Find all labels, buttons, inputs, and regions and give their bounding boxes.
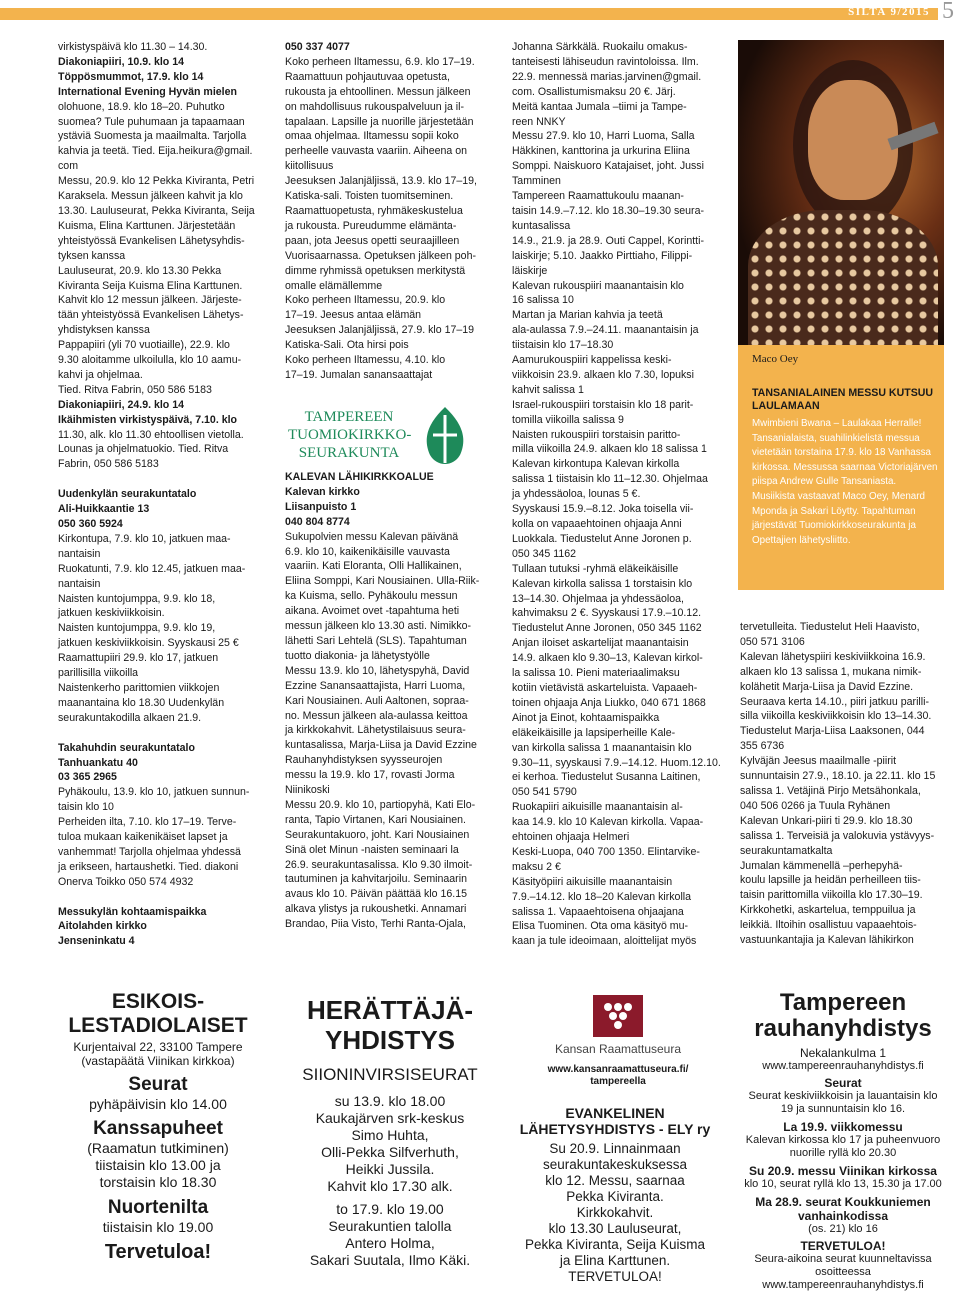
text-line: Messu 27.9. klo 10, Harri Luoma, Salla xyxy=(512,130,695,143)
text-line: tomilla viikoilla salissa 9 xyxy=(512,413,624,426)
text-line: jatkuen keskiviikkoisin. xyxy=(58,607,165,620)
kansan-raamattuseura-ad: Kansan Raamattuseura www.kansanraamattuseura.fi/ tampereella xyxy=(522,995,714,1090)
text-line: 050 337 4077 xyxy=(285,41,350,53)
text-line: Kalevan kirkolla salissa 1 torstaisin klo xyxy=(512,577,693,590)
text-line: 22.9. mennessä marias.jarvinen@gmail. xyxy=(512,70,702,83)
text-line: Sukupolvien messu Kalevan päivänä xyxy=(285,530,459,543)
text-line: KALEVAN LÄHIKIRKKOALUE xyxy=(285,471,434,483)
column-4 xyxy=(740,620,945,948)
text-line: van kirkolla salissa 1 maanantaisin klo xyxy=(512,741,692,754)
text-line: ranta, Tapio Virtanen, Kari Nousiainen. xyxy=(285,813,466,826)
text-line: Koko perheen Iltamessu, 20.9. klo xyxy=(285,294,446,307)
text-line: taisin klo 10 xyxy=(58,801,114,814)
text-line: tuloa mukaan kaikenikäiset lapset ja xyxy=(58,831,228,844)
text-line: ei kerhoa. Tiedustelut Susanna Laitinen, xyxy=(512,771,701,784)
church-emblem-icon xyxy=(415,405,475,470)
text-line: Johanna Särkkälä. Ruokailu omakus- xyxy=(512,41,688,53)
text-line: 11.30, alk. klo 11.30 ehtoollisen vietolla. xyxy=(58,428,244,441)
column-2-kaleva xyxy=(285,470,495,932)
text-line: Kirkkohetki, askartelua, temppuilua ja xyxy=(740,904,916,917)
text-line: Ali-Huikkaantie 13 xyxy=(58,503,150,516)
header-bar xyxy=(0,8,938,20)
text-line: on mahdollisuus rukouspalveluun ja il- xyxy=(285,100,465,113)
text-line: salissa 1. Terveisiä ja valokuvia ystävyys- xyxy=(740,829,935,842)
text-line: Karaksela. Messun jälkeen kahvit ja klo xyxy=(58,190,243,203)
text-line: Jenseninkatu 4 xyxy=(58,935,135,948)
text-line: vanhemmat! Tarjolla ohjelmaa yhdessä xyxy=(58,845,241,858)
text-line: 13.30. Lauluseurat, Pekka Kiviranta, Seija xyxy=(58,204,255,217)
text-line: taisin 14.9.–7.12. klo 18.30–19.30 seura- xyxy=(512,204,705,217)
text-line: Töppösmummot, 17.9. klo 14 xyxy=(58,70,204,83)
text-line: Anjan iloiset askartelijat maanantaisin xyxy=(512,637,689,650)
text-line: Katiska-Sali. Ota hirsi pois xyxy=(285,339,409,352)
text-line: Rauhanyhdistyksen syysseurojen xyxy=(285,754,443,767)
text-line: Ruokatunti, 7.9. klo 12.45, jatkuen maa- xyxy=(58,562,246,575)
text-line: toinen ohjaaja Anja Liukko, 040 671 1868 xyxy=(512,696,706,709)
text-line: no. Messun jälkeen ala-aulassa keittoa xyxy=(285,709,468,722)
text-line: Kalevan kirkko xyxy=(285,485,360,498)
text-line: Fabrin, 050 586 5183 xyxy=(58,458,159,471)
kansan-raamattuseura-link[interactable]: www.kansanraamattuseura.fi/ tampereella xyxy=(547,1064,689,1087)
text-line: International Evening Hyvän mielen xyxy=(58,85,237,98)
text-line: parillisilla viikoilla xyxy=(58,667,139,680)
text-line: Häkkinen, kanttorina ja urkurina Eliina xyxy=(512,145,690,158)
text-line: 14.9. alkaen klo 9.30–13, Kalevan kirkol- xyxy=(512,652,703,665)
text-line: 14.9., 21.9. ja 28.9. Outi Cappel, Korintti- xyxy=(512,234,704,247)
text-line: ja erikseen, hartaushetki. Tied. diakoni xyxy=(58,860,239,873)
text-line: Onerva Toikko 050 574 4932 xyxy=(58,875,194,888)
text-line: kahvia ja teetä. Tied. Eija.heikura@gmail. xyxy=(58,145,253,158)
text-line: Israel-rukouspiiri torstaisin klo 18 parit- xyxy=(512,398,694,411)
text-line: Katiska-sali. Toisten tuomitseminen. xyxy=(285,190,454,203)
info-box-title: TANSANIALAINEN MESSU KUTSUU LAULAMAAN xyxy=(752,387,934,412)
text-line: ka Kuisma, sello. Pyhäkoulu messun xyxy=(285,590,458,603)
text-line: 17–19. Jeesus antaa elämän xyxy=(285,309,422,322)
text-line: Kahvit klo 12 messun jälkeen. Järjeste- xyxy=(58,294,242,307)
text-line: avaus klo 10. Päivän päättää klo 16.15 xyxy=(285,888,467,901)
text-line: 355 6736 xyxy=(740,740,785,753)
text-line: paan, jota Jeesus opetti seuraajilleen xyxy=(285,234,460,247)
text-line: aikana. Avoimet ovet -tapahtuma heti xyxy=(285,605,460,618)
text-line: vaariin. Kati Eloranta, Olli Hallikainen, xyxy=(285,560,462,573)
text-line: Kuisma, Elina Karttunen. Järjestetään xyxy=(58,219,236,232)
text-line: dimme ryhmissä opetuksen merkitystä xyxy=(285,264,466,277)
text-line xyxy=(58,472,258,487)
text-line: ystäviä Suomesta ja maailmalta. Tarjolla xyxy=(58,130,247,143)
text-line: ala-aulassa 7.9.–24.11. maanantaisin ja xyxy=(512,324,699,337)
text-line: leikkiä. Iltoihin osallistuu vapaaehtois- xyxy=(740,919,917,932)
tanzania-mass-info-box xyxy=(738,345,944,590)
text-line: la salissa 10. Pieni materiaalimaksu xyxy=(512,667,680,680)
text-line: 13–14.30. Ohjelmaa ja yhdessäoloa, xyxy=(512,592,684,605)
photo-caption: Maco Oey xyxy=(752,353,799,365)
text-line: Brandao, Piia Visto, Terhi Ranta-Ojala, xyxy=(285,918,466,931)
text-line: Diakoniapiiri, 10.9. klo 14 xyxy=(58,55,185,68)
esikoislestadiolaiset-ad: ESIKOIS- LESTADIOLAISET Kurjentaival 22, 33100 Tampere (vastapäätä Viinikan kirkkoa) Seurat pyhäpäivisin klo 14.00 Kanssapuheet (Raamatun tutkiminen) tiistaisin klo 13.00 ja torstaisin klo 18.30 Nuortenilta tiistaisin klo 19.00 Tervetuloa! xyxy=(58,990,258,1290)
text-line: Martan ja Marian kahvia ja teetä xyxy=(512,309,663,322)
text-line: Tiedustelut Anne Joronen, 050 345 1162 xyxy=(512,622,702,635)
text-line: Tampereen Raamattukoulu maanan- xyxy=(512,190,684,203)
text-line: Käsityöpiiri aikuisille maanantaisin xyxy=(512,875,673,888)
text-line: Kalevan kirkontupa Kalevan kirkolla xyxy=(512,458,680,471)
text-line: kuntasalissa xyxy=(512,219,571,232)
text-line: Keski-Luopa, 040 700 1350. Elintarvike- xyxy=(512,845,700,858)
text-line: Pyhäkoulu, 13.9. klo 10, jatkuen sunnun- xyxy=(58,786,250,799)
text-line: 16 salissa 10 xyxy=(512,294,574,307)
evankelinen-lahetysyhdistys-ad: EVANKELINEN LÄHETYSYHDISTYS - ELY ry Su 20.9. Linnainmaan seurakuntakeskuksessa klo 12. Messu, saarnaa Pekka Kiviranta. Kirkkokahvit. klo 13.30 Lauluseurat, Pekka Kiviranta, Seija Kuisma ja Elina Karttunen. TERVETULOA! xyxy=(515,1105,715,1290)
text-line: perheelle vauvasta vaariin. Aiheena on xyxy=(285,145,467,158)
text-line: maanantaina klo 18.30 Uudenkylän xyxy=(58,696,225,709)
text-line: kaa 14.9. klo 10 Kalevan kirkolla. Vapaa- xyxy=(512,816,704,829)
text-line: yhdistyksen kanssa xyxy=(58,324,150,337)
text-line: Seuraava kerta 14.10., piiri jatkuu parilli- xyxy=(740,695,930,708)
musician-photo xyxy=(738,40,944,345)
text-line: Naisten kuntojumppa, 9.9. klo 18, xyxy=(58,592,216,605)
text-line: tuotto diakonia- ja lähetystyölle xyxy=(285,649,430,662)
text-line: Koko perheen Iltamessu, 4.10. klo xyxy=(285,354,446,367)
text-line: kuntasalissa, Marja-Liisa ja David Ezzine xyxy=(285,739,477,752)
text-line: Naisten rukouspiiri torstaisin paritto- xyxy=(512,428,681,441)
text-line: Ezzine Sanansaattajista, Harri Luoma, xyxy=(285,679,466,692)
text-line: 7.9.–14.12. klo 18–20 Kalevan kirkolla xyxy=(512,890,692,903)
text-line: Uudenkylän seurakuntatalo xyxy=(58,488,197,501)
text-line: lähetti Sari Lehtelä (SLS). Tapahtuman xyxy=(285,634,467,647)
text-line: kolähetit Marja-Liisa ja David Ezzine. xyxy=(740,680,914,693)
text-line: kaan ja tule ideoimaan, aloittelijat myös xyxy=(512,935,697,948)
text-line: taisin parittomilla viikoilla klo 17.30–19. xyxy=(740,889,923,902)
herattajayhdistys-ad: HERÄTTÄJÄ- YHDISTYS SIIONINVIRSISEURAT su 13.9. klo 18.00 Kaukajärven srk-keskus Simo Huhta, Olli-Pekka Silfverhuth, Heikki Jussila. Kahvit klo 17.30 alk. to 17.9. klo 19.00 Seurakuntien talolla Antero Holma, Sakari Suutala, Ilmo Käki. xyxy=(290,995,490,1295)
column-3 xyxy=(512,40,722,949)
text-line: Raamattupiiri 29.9. klo 17, jatkuen xyxy=(58,652,219,665)
text-line: maksu 2 € xyxy=(512,860,561,873)
text-line: Seurakuntakuoro, joht. Kari Nousiainen xyxy=(285,828,470,841)
text-line: tanteisesti lähiseudun ravintoloissa. Ilm. xyxy=(512,55,699,68)
text-line: Ikäihmisten virkistyspäivä, 7.10. klo xyxy=(58,413,238,426)
text-line: alkava ylistys ja rukoushetki. Annamari xyxy=(285,903,467,916)
text-line: kahvit salissa 1 xyxy=(512,383,584,396)
text-line: 050 360 5924 xyxy=(58,518,123,530)
text-line: milla viikoilla 24.9. alkaen klo 18 salissa 1 xyxy=(512,443,707,456)
rauhanyhdistys-ad: Tampereen rauhanyhdistys Nekalankulma 1 www.tampereenrauhanyhdistys.fi Seurat Seurat keskiviikkoisin ja lauantaisin klo 19 ja sunnuntaisin klo 16. La 19.9. viikkomessu Kalevan kirkossa klo 17 ja puheenvuoro nuorille ryllä klo 20.30 Su 20.9. messu Viinikan kirkossa klo 10, seurat ryllä klo 13, 15.30 ja 17.00 Ma 28.9. seurat Koukkuniemen vanhainkodissa (os. 21) klo 16 TERVETULOA! Seura-aikoina seurat kuunneltavissa osoitteessa www.tampereenrauhanyhdistys.fi xyxy=(740,990,946,1290)
info-box-body: Mwimbieni Bwana – Laulakaa Herralle! Tansanialaista, suahilinkielistä messua vietetään torstaina 17.9. klo 18 Vanhassa kirkossa. Messussa saarnaa Victoriajärven piispa Andrew Gulle Tansaniasta. Musiikista vastaavat Maco Oey, Menard Mponda ja Sakari Löytty. Tapahtuman järjestävät Tuomiokirkkoseurakunta ja Opettajien lähetysliitto. xyxy=(752,418,938,546)
text-line: olohuone, 18.9. klo 18–20. Puhutko xyxy=(58,100,225,113)
text-line: Messu, 20.9. klo 12 Pekka Kiviranta, Petri xyxy=(58,175,255,188)
text-line: rukousta ja ehtoollinen. Messun jälkeen xyxy=(285,85,471,98)
text-line: ehtoinen ohjaaja Helmeri xyxy=(512,831,630,844)
text-line: Koko perheen Iltamessu, 6.9. klo 17–19. xyxy=(285,55,475,68)
text-line: tään yhteistyössä Evankelisen Lähetys- xyxy=(58,309,244,322)
text-line: omaa ohjelmaa. Iltamessu sopii koko xyxy=(285,130,459,143)
text-line: ja kirkkokahvit. Lähetystilaisuus seura- xyxy=(285,724,466,737)
text-line: Jumalan kämmenellä –perhepyhä- xyxy=(740,859,903,872)
text-line: läiskirje xyxy=(512,264,548,277)
text-line: Ruokapiiri aikuisille maanantaisin al- xyxy=(512,801,683,814)
text-line: Vuorisaarnassa. Opetuksen jälkeen poh- xyxy=(285,249,476,262)
text-line: 050 541 5790 xyxy=(512,786,577,799)
text-line: nantaisin xyxy=(58,577,101,590)
text-line: Jeesuksen Jalanjäljissä, 27.9. klo 17–19 xyxy=(285,324,475,337)
text-line: Messukylän kohtaamispaikka xyxy=(58,905,207,918)
text-line: com. Osallistumismaksu 20 €. Järj. xyxy=(512,85,676,98)
text-line: Eliina Somppi, Kari Nousiainen. Ulla-Riik- xyxy=(285,575,480,588)
text-line: kiitollisuus xyxy=(285,160,334,173)
rauhanyhdistys-link[interactable]: www.tampereenrauhanyhdistys.fi xyxy=(762,1060,924,1072)
text-line: Aamurukouspiiri kappelissa keski- xyxy=(512,354,672,367)
text-line: ja yhdessäoloa, lounas 5 €. xyxy=(512,488,641,501)
text-line: kahvimaksu 2 €. Syyskausi 17.9.–10.12. xyxy=(512,607,702,620)
column-1 xyxy=(58,40,258,949)
page-number: 5 xyxy=(942,0,954,24)
text-line: Kalevan rukouspiiri maanantaisin klo xyxy=(512,279,684,292)
text-line: Raamattuun pohjautuvaa opetusta, xyxy=(285,70,450,83)
text-line: Lauluseurat, 20.9. klo 13.30 Pekka xyxy=(58,264,222,277)
text-line: seurakuntamatkalta xyxy=(740,844,833,857)
text-line: Lounas ja ohjelmatuokio. Tied. Ritva xyxy=(58,443,229,456)
text-line: tiistaisin klo 17–18.30 xyxy=(512,339,614,352)
text-line: Tullaan tutuksi -ryhmä eläkeikäisille xyxy=(512,562,679,575)
text-line: alkaen klo 13 salissa 1, mukana nimik- xyxy=(740,665,922,678)
text-line: Naistenkerho parittomien viikkojen xyxy=(58,681,220,694)
text-line: Messu 13.9. klo 10, lähetyspyhä, David xyxy=(285,664,470,677)
text-line: 9.30 aloitamme ulkoilulla, klo 10 aamu- xyxy=(58,354,242,367)
text-line: ja rukousta. Pureudumme elämänta- xyxy=(285,219,457,232)
text-line: Kirkontupa, 7.9. klo 10, jatkuen maa- xyxy=(58,532,231,545)
text-line: Tamminen xyxy=(512,175,561,188)
text-line: messun jälkeen klo 13.30 asti. Nimikko- xyxy=(285,620,472,633)
text-line: Elisa Tuominen. Ota oma käsityö mu- xyxy=(512,920,689,933)
column-2 xyxy=(285,40,495,383)
text-line: 6.9. klo 10, kaikenikäisille vauvasta xyxy=(285,545,450,558)
text-line: kolla on vapaaehtoinen ohjaaja Anni xyxy=(512,518,682,530)
text-line: Ainot ja Einot, kohtaamispaikka xyxy=(512,711,660,724)
text-line: Sinä olet Minun -naisten seminaari la xyxy=(285,843,459,856)
text-line: koulu lapsille ja heidän perheilleen tiis- xyxy=(740,874,921,887)
tuomiokirkkoseurakunta-logo: TAMPEREEN TUOMIOKIRKKO- SEURAKUNTA xyxy=(288,409,412,461)
text-line: Kari Nousiainen. Auli Aaltonen, sopraa- xyxy=(285,694,469,707)
text-line: Niinikoski xyxy=(285,784,330,797)
text-line xyxy=(58,726,258,741)
text-line: suomea? Tule puhumaan ja tapaamaan xyxy=(58,115,245,128)
text-line: Tiedustelut Marja-Liisa Laaksonen, 044 xyxy=(740,725,925,738)
grape-logo-icon xyxy=(593,995,643,1037)
text-line: viikkoisin 23.9. alkaen klo 7.30, lopuksi xyxy=(512,368,694,381)
text-line: omalle elämällemme xyxy=(285,279,383,292)
text-line: Luokkala. Tiedustelut Anne Joronen p. xyxy=(512,532,692,545)
text-line: Kiviranta Seija Kuisma Elina Karttunen. xyxy=(58,279,243,292)
text-line: messu la 19.9. klo 17, rovasti Jorma xyxy=(285,769,455,782)
text-line: Diakoniapiiri, 24.9. klo 14 xyxy=(58,398,185,411)
text-line: Aitolahden kirkko xyxy=(58,920,147,933)
text-line: jatkuen keskiviikkoisin. Syyskausi 25 € xyxy=(58,637,239,650)
text-line: Tied. Ritva Fabrin, 050 586 5183 xyxy=(58,383,212,396)
text-line: Liisanpuisto 1 xyxy=(285,500,357,513)
text-line: com xyxy=(58,160,79,173)
publication-title: SILTA 9/2015 xyxy=(848,6,930,18)
text-line: tautuminen ja kahvitarjoilu. Seminaarin xyxy=(285,873,467,886)
text-line: Naisten kuntojumppa, 9.9. klo 19, xyxy=(58,622,216,635)
text-line: laiskirje; 5.10. Jaakko Pirttiaho, Filippi- xyxy=(512,249,693,262)
text-line: Kylväjän Jeesus maailmalle -piirit xyxy=(740,755,897,768)
text-line: Meitä kantaa Jumala –tiimi ja Tampe- xyxy=(512,100,687,113)
text-line: 17–19. Jumalan sanansaattajat xyxy=(285,368,433,381)
text-line: salissa 1. Vetäjinä Pirjo Metsähonkala, xyxy=(740,784,921,797)
text-line: tervetulleita. Tiedustelut Heli Haavisto, xyxy=(740,621,920,633)
text-line xyxy=(58,890,258,905)
text-line: sunnuntaisin 27.9., 18.10. ja 22.11. klo 15 xyxy=(740,770,936,783)
text-line: 040 506 0266 ja Tuula Ryhänen xyxy=(740,799,891,812)
text-line: Perheiden ilta, 7.10. klo 17–19. Terve- xyxy=(58,816,237,829)
text-line: salissa 1 tiistaisin klo 11–12.30. Ohjelmaa xyxy=(512,473,708,486)
text-line: virkistyspäivä klo 11.30 – 14.30. xyxy=(58,41,208,53)
text-line: 040 804 8774 xyxy=(285,515,350,528)
text-line: eläkeikäisille ja lapsiperheille Kale- xyxy=(512,726,676,739)
text-line: 050 345 1162 xyxy=(512,547,577,560)
text-line: vastuunkantajia ja Kalevan lähikirkon xyxy=(740,934,914,947)
text-line: Messu 20.9. klo 10, partiopyhä, Kati Elo- xyxy=(285,798,476,811)
text-line: 050 571 3106 xyxy=(740,635,805,648)
text-line: Somppi. Naiskuoro Katajaiset, joht. Jussi xyxy=(512,160,704,173)
text-line: 26.9. seurakuntasalissa. Klo 9.30 ilmoit- xyxy=(285,858,473,871)
text-line: tapalaan. Lapsille ja nuorille järjestetään xyxy=(285,115,474,128)
text-line: salissa 1. Vapaaehtoisena ohjaajana xyxy=(512,905,684,918)
text-line: Syyskausi 15.9.–8.12. Joka toisella vii- xyxy=(512,503,694,516)
text-line: Kalevan lähetyspiiri keskiviikkoina 16.9. xyxy=(740,650,926,663)
text-line: Raamattuopetusta, ryhmäkeskustelua xyxy=(285,204,463,217)
text-line: reen NNKY xyxy=(512,115,566,128)
text-line: Kalevan Unkari-piiri ti 29.9. klo 18.30 xyxy=(740,814,913,827)
text-line: kahvi ja ohjelmaa. xyxy=(58,368,143,381)
page-header xyxy=(0,0,960,30)
text-line: yhteistyössä Evankelisen Lähetysyhdis- xyxy=(58,234,245,247)
text-line: tyksen kanssa xyxy=(58,249,126,262)
text-line: nantaisin xyxy=(58,547,101,560)
text-line: 9.30–11, syyskausi 7.9.–14.12. Huom.12.10. xyxy=(512,756,721,769)
text-line: seurakuntakodilla alkaen 21.9. xyxy=(58,711,202,724)
text-line: silla viikoilla keskiviikkoisin klo 13–14.30. xyxy=(740,710,932,723)
text-line: Tanhuankatu 40 xyxy=(58,756,138,769)
text-line: kotiin vietävistä askarteluista. Vapaaeh- xyxy=(512,681,698,694)
text-line: Takahuhdin seurakuntatalo xyxy=(58,741,195,754)
text-line: Pappapiiri (yli 70 vuotiaille), 22.9. klo xyxy=(58,339,230,352)
text-line: Jeesuksen Jalanjäljissä, 13.9. klo 17–19, xyxy=(285,175,477,188)
text-line: 03 365 2965 xyxy=(58,771,117,784)
